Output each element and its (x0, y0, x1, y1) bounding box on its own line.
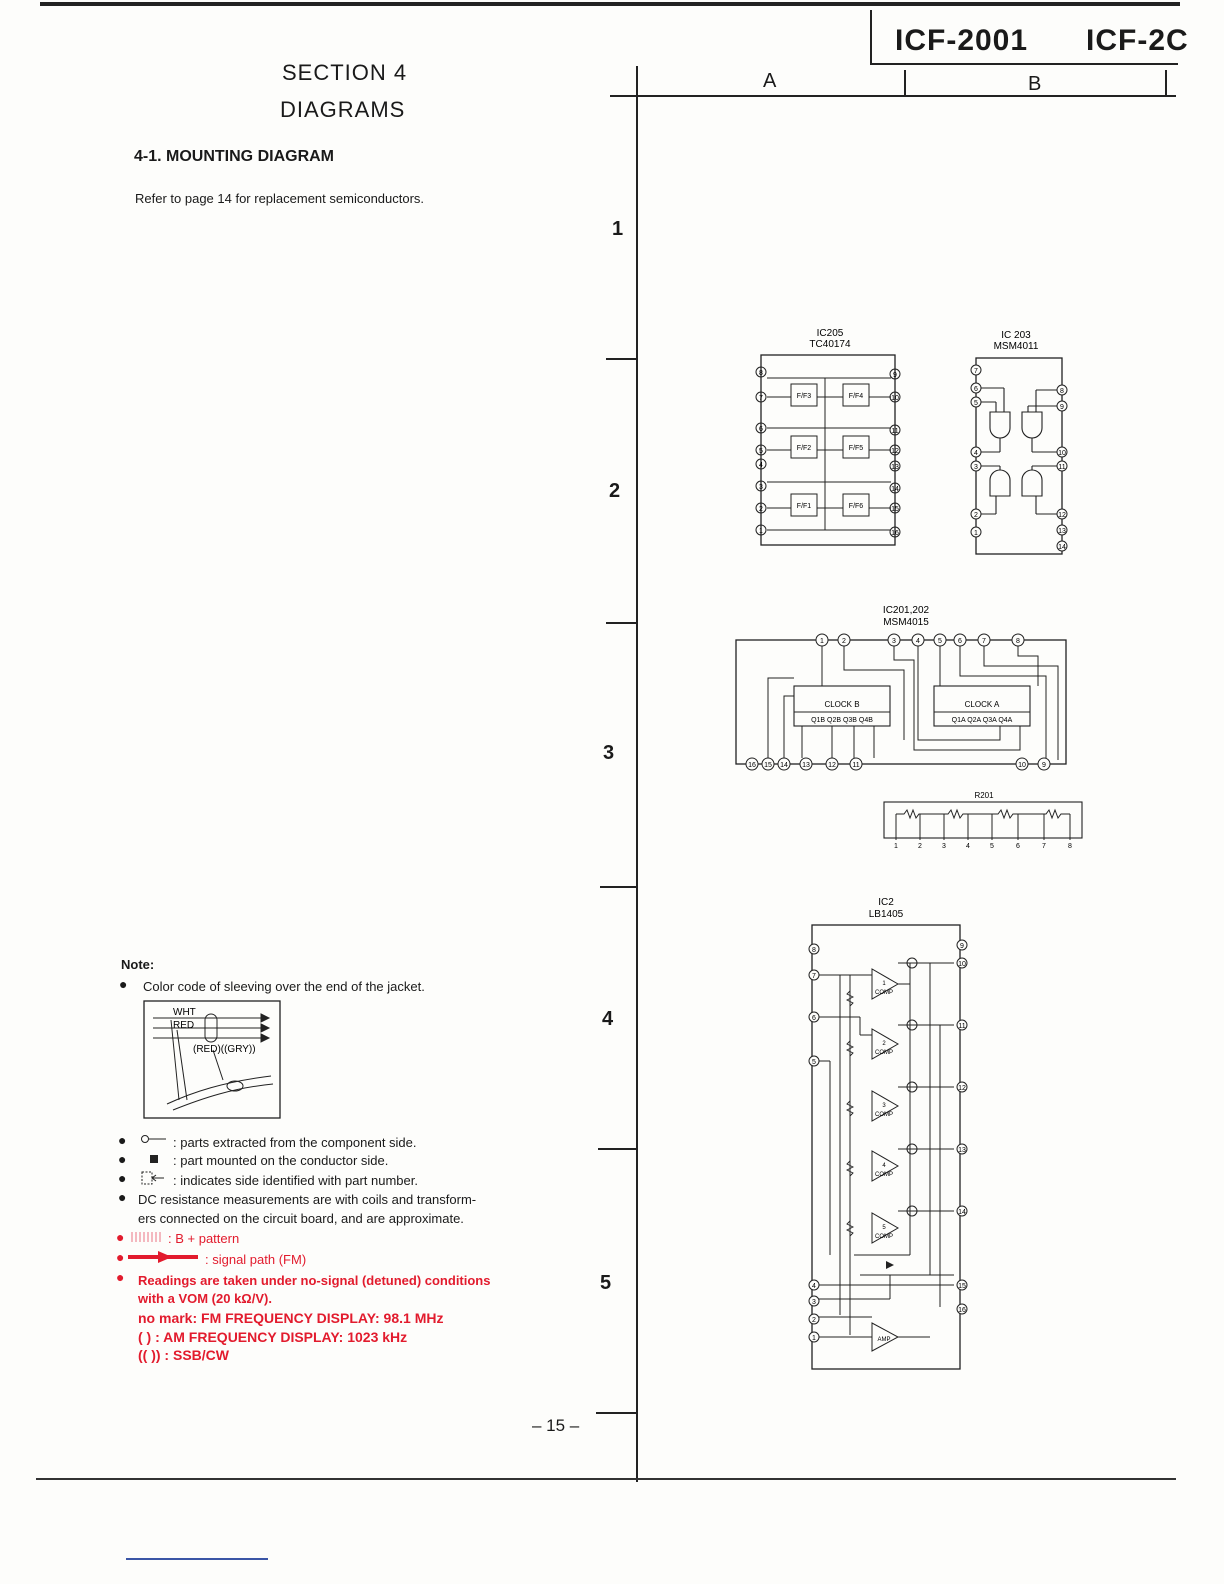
sleeve-wire-illustration (143, 1000, 283, 1120)
note-color-code: Color code of sleeving over the end of the jacket. (143, 979, 425, 994)
column-label-a: A (763, 70, 777, 92)
ic205-pin: 3 (759, 484, 763, 491)
row-number-2: 2 (609, 480, 621, 502)
r201-pin: 5 (990, 843, 994, 850)
ic205-pin: 9 (893, 372, 897, 379)
ic2-pin: 5 (812, 1059, 816, 1066)
ic205-pin: 6 (759, 426, 763, 433)
grid-vertical-line (636, 66, 638, 1482)
ff6-label: F/F6 (848, 503, 864, 510)
ic203-part: MSM4011 (993, 341, 1039, 352)
row-tick (596, 1412, 636, 1414)
note-part-number-side: : indicates side identified with part number. (173, 1173, 418, 1188)
column-header-line (610, 95, 1176, 97)
ic2-diagram (800, 895, 976, 1375)
ic205-pin: 5 (759, 448, 763, 455)
outputs-a-label: Q1A Q2A Q3A Q4A (951, 717, 1013, 724)
ic203-diagram (960, 324, 1080, 560)
column-label-b: B (1028, 73, 1042, 95)
ic205-pin: 13 (891, 464, 899, 471)
comp-1-label: 1 (882, 981, 886, 987)
ic2-pin: 8 (812, 947, 816, 954)
page-bottom-line (36, 1478, 1176, 1480)
row-tick (606, 622, 636, 624)
bullet-dot: ● (116, 1229, 125, 1245)
r201-pin: 1 (894, 843, 898, 850)
ic203-pin: 11 (1058, 464, 1066, 471)
mounting-diagram-heading: 4-1. MOUNTING DIAGRAM (134, 148, 334, 165)
ic205-pin: 2 (759, 506, 763, 513)
ic203-pin: 2 (974, 512, 978, 519)
bullet-dot: ● (118, 1132, 127, 1148)
ic201-202-diagram (728, 600, 1074, 780)
comp-3-text: COMP (875, 1112, 893, 1118)
clock-b-label: CLOCK B (824, 700, 860, 709)
ic201-pin: 1 (820, 638, 824, 645)
ic2-pin: 10 (958, 961, 966, 968)
comp-2-text: COMP (875, 1050, 893, 1056)
r201-pin: 2 (918, 843, 922, 850)
bullet-dot: ● (119, 976, 128, 992)
note-signal-path: : signal path (FM) (205, 1252, 307, 1267)
note-am-frequency: ( ) : AM FREQUENCY DISPLAY: 1023 kHz (138, 1329, 408, 1345)
note-readings-2: with a VOM (20 kΩ/V). (138, 1291, 272, 1306)
ic201-pin: 13 (802, 762, 810, 769)
ic2-pin: 12 (958, 1085, 966, 1092)
ic205-pin: 7 (759, 395, 763, 402)
ic201-pin: 7 (982, 638, 986, 645)
ic2-pin: 2 (812, 1317, 816, 1324)
ic2-pin: 14 (958, 1209, 966, 1216)
note-readings-1: Readings are taken under no-signal (detuned) conditions (138, 1273, 491, 1288)
bullet-dot: ● (116, 1249, 125, 1265)
r201-pin: 3 (942, 843, 946, 850)
note-component-side: : parts extracted from the component side. (173, 1135, 417, 1150)
ic205-name: IC205 (816, 328, 844, 339)
signal-path-arrow-icon (128, 1250, 200, 1264)
clock-a-label: CLOCK A (964, 700, 1000, 709)
comp-1-text: COMP (875, 990, 893, 996)
wire-label-wht: WHT (173, 1007, 196, 1018)
ic201-name: IC201,202 (882, 605, 930, 616)
ic2-pin: 7 (812, 973, 816, 980)
ic205-pin: 8 (759, 370, 763, 377)
row-number-3: 3 (603, 742, 615, 764)
bullet-dot: ● (118, 1170, 127, 1186)
ic203-pin: 1 (974, 530, 978, 537)
header-top-line (40, 2, 1180, 6)
ic203-pin: 6 (974, 386, 978, 393)
r201-pin: 7 (1042, 843, 1046, 850)
ic2-pin: 15 (958, 1283, 966, 1290)
model-number-right: ICF-2C (1086, 24, 1189, 57)
comp-4-text: COMP (875, 1172, 893, 1178)
bullet-dot: ● (116, 1269, 125, 1285)
note-conductor-side: : part mounted on the conductor side. (173, 1153, 389, 1168)
ic201-pin: 15 (764, 762, 772, 769)
ic2-pin: 4 (812, 1283, 816, 1290)
ic205-part: TC40174 (809, 339, 851, 350)
ic201-pin: 2 (842, 638, 846, 645)
r201-pin: 6 (1016, 843, 1020, 850)
ic205-pin: 15 (891, 506, 899, 513)
ic201-pin: 11 (852, 762, 860, 769)
comp-5-text: COMP (875, 1234, 893, 1240)
ff5-label: F/F5 (848, 445, 864, 452)
note-dc-resistance-1: DC resistance measurements are with coils and transform- (138, 1192, 477, 1207)
ic201-pin: 8 (1016, 638, 1020, 645)
section-subtitle: DIAGRAMS (280, 97, 406, 122)
ic203-pin: 14 (1058, 544, 1066, 551)
ic205-pin: 12 (891, 448, 899, 455)
ic2-pin: 11 (958, 1023, 966, 1030)
ic201-pin: 4 (916, 638, 920, 645)
outputs-b-label: Q1B Q2B Q3B Q4B (811, 717, 873, 724)
ic201-pin: 16 (748, 762, 756, 769)
r201-name: R201 (974, 791, 994, 800)
row-tick (600, 886, 636, 888)
ic205-diagram (745, 322, 915, 552)
note-dc-resistance-2: ers connected on the circuit board, and are approximate. (138, 1211, 464, 1226)
comp-2-label: 2 (882, 1041, 886, 1047)
ic2-pin: 1 (812, 1335, 816, 1342)
part-number-side-icon (141, 1171, 165, 1185)
ic2-pin: 16 (958, 1307, 966, 1314)
ic203-pin: 8 (1060, 388, 1064, 395)
note-b-pattern: : B + pattern (168, 1231, 240, 1246)
note-fm-frequency: no mark: FM FREQUENCY DISPLAY: 98.1 MHz (138, 1310, 444, 1326)
ic205-pin: 16 (891, 530, 899, 537)
ic2-pin: 3 (812, 1299, 816, 1306)
wire-label-red: RED (173, 1020, 195, 1031)
ic203-pin: 10 (1058, 450, 1066, 457)
ic203-pin: 7 (974, 368, 978, 375)
column-divider-right (1165, 70, 1167, 97)
wire-label-sleeve: (RED)((GRY)) (193, 1044, 256, 1055)
bullet-dot: ● (118, 1189, 127, 1205)
ic205-pin: 10 (891, 395, 899, 402)
bottom-accent-line (126, 1558, 268, 1560)
ic201-part: MSM4015 (883, 617, 929, 628)
ic203-pin: 4 (974, 450, 978, 457)
r201-diagram (880, 788, 1090, 856)
ic203-pin: 9 (1060, 404, 1064, 411)
row-number-5: 5 (600, 1272, 612, 1294)
ic203-pin: 3 (974, 464, 978, 471)
ic203-pin: 12 (1058, 512, 1066, 519)
ic2-part: LB1405 (868, 909, 904, 920)
ff2-label: F/F2 (796, 445, 812, 452)
b-pattern-swatch-icon (131, 1232, 161, 1242)
ic205-pin: 14 (891, 486, 899, 493)
ic2-name: IC2 (878, 897, 894, 908)
ic201-pin: 14 (780, 762, 788, 769)
model-number-left: ICF-2001 (895, 24, 1029, 57)
ic201-pin: 6 (958, 638, 962, 645)
amp-label: AMP (877, 1337, 891, 1343)
ic2-pin: 6 (812, 1015, 816, 1022)
ic2-pin: 9 (960, 943, 964, 950)
refer-note: Refer to page 14 for replacement semiconductors. (135, 191, 425, 206)
ic203-pin: 5 (974, 400, 978, 407)
r201-pin: 8 (1068, 843, 1072, 850)
ic201-pin: 10 (1018, 762, 1026, 769)
conductor-side-square-icon (150, 1155, 158, 1163)
section-title: SECTION 4 (282, 60, 408, 85)
row-tick (606, 358, 636, 360)
row-number-1: 1 (612, 218, 624, 240)
ic205-pin: 1 (759, 528, 763, 535)
bullet-dot: ● (118, 1151, 127, 1167)
note-title: Note: (121, 957, 155, 972)
page-number: – 15 – (532, 1416, 580, 1435)
comp-4-label: 4 (882, 1163, 886, 1169)
note-ssb-cw: (( )) : SSB/CW (138, 1347, 229, 1363)
row-tick (598, 1148, 636, 1150)
ff4-label: F/F4 (848, 393, 864, 400)
ic2-pin: 13 (958, 1147, 966, 1154)
ic201-pin: 9 (1042, 762, 1046, 769)
ic203-pin: 13 (1058, 528, 1066, 535)
ff3-label: F/F3 (796, 393, 812, 400)
row-number-4: 4 (602, 1008, 614, 1030)
r201-pin: 4 (966, 843, 970, 850)
ic203-name: IC 203 (1001, 330, 1031, 341)
ic205-pin: 4 (759, 462, 763, 469)
ic205-pin: 11 (891, 428, 899, 435)
ic201-pin: 3 (892, 638, 896, 645)
ic201-pin: 5 (938, 638, 942, 645)
comp-3-label: 3 (882, 1103, 886, 1109)
ic201-pin: 12 (828, 762, 836, 769)
comp-5-label: 5 (882, 1225, 886, 1231)
ff1-label: F/F1 (796, 503, 812, 510)
column-divider-b (904, 70, 906, 97)
component-side-symbol-icon (140, 1134, 168, 1144)
